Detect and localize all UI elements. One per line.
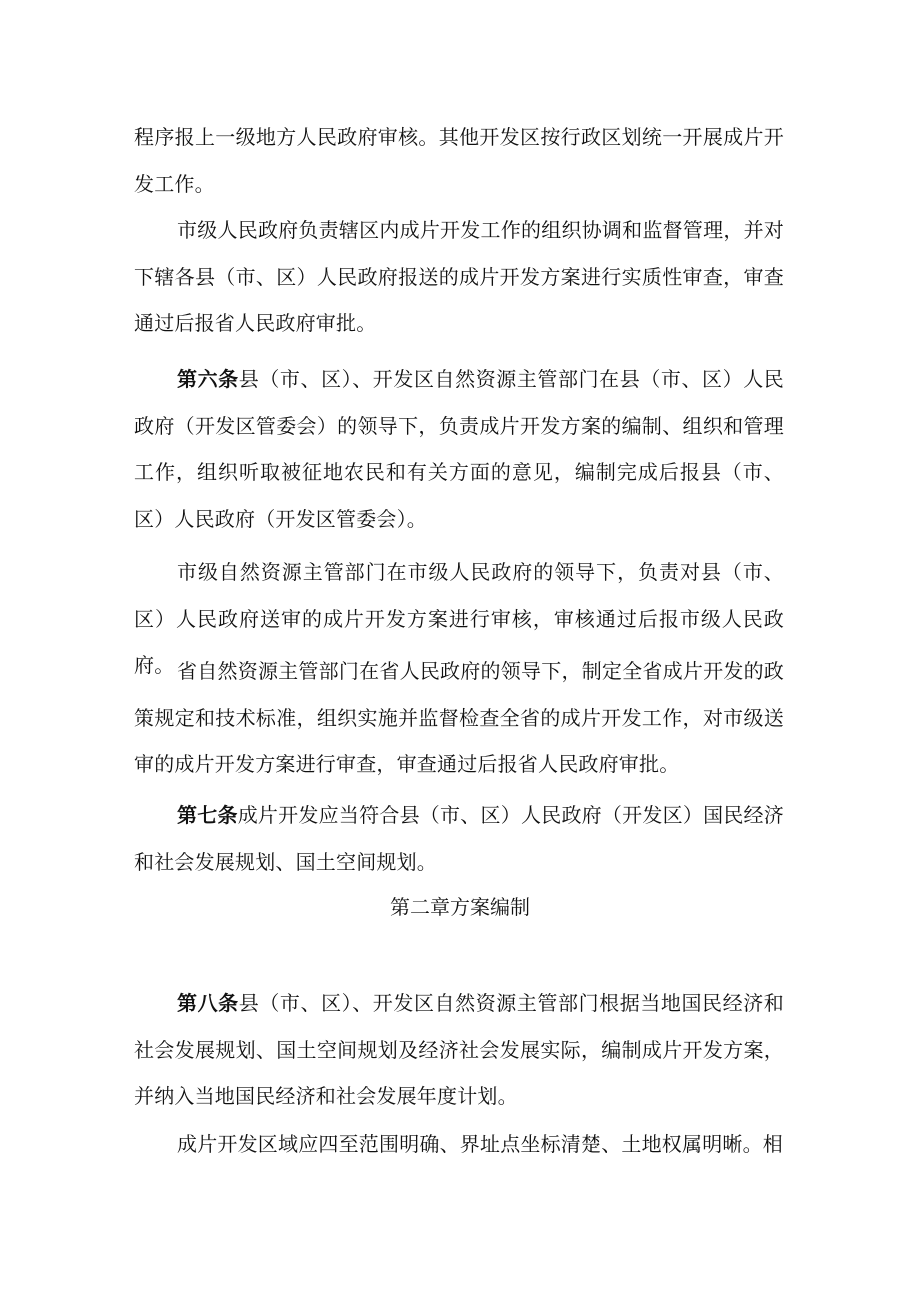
paragraph-city-government bbox=[134, 207, 784, 347]
article-label: 第六条 bbox=[177, 367, 239, 391]
article-6 bbox=[134, 356, 784, 542]
article-label: 第八条 bbox=[177, 991, 239, 1015]
paragraph-text: 成片开发区域应四至范围明确、界址点坐标清楚、土地权属明晰。相 bbox=[177, 1132, 783, 1156]
article-8 bbox=[134, 980, 784, 1120]
paragraph-boundary bbox=[134, 1121, 784, 1168]
article-label: 第七条 bbox=[177, 803, 238, 827]
paragraph-text: 市级自然资源主管部门在市级人民政府的领导下，负责对县（市、区）人民政府送审的成片开发方案进行审核，审核通过后报市级人民政府。 bbox=[134, 560, 784, 677]
chapter-heading: 第二章方案编制 bbox=[390, 895, 530, 919]
paragraph-text: 省自然资源主管部门在省人民政府的领导下，制定全省成片开发的政策规定和技术标准，组织实施并监督检查全省的成片开发工作，对市级送审的成片开发方案进行审查，审查通过后报省人民政府审批。 bbox=[134, 659, 784, 776]
paragraph-province-resources bbox=[134, 648, 784, 788]
paragraph-text: 市级人民政府负责辖区内成片开发工作的组织协调和监督管理，并对下辖各县（市、区）人民政府报送的成片开发方案进行实质性审查，审查通过后报省人民政府审批。 bbox=[134, 218, 784, 335]
article-text: 县（市、区）、开发区自然资源主管部门根据当地国民经济和社会发展规划、国土空间规划及经济社会发展实际，编制成片开发方案，并纳入当地国民经济和社会发展年度计划。 bbox=[134, 991, 784, 1108]
paragraph-text: 程序报上一级地方人民政府审核。其他开发区按行政区划统一开展成片开发工作。 bbox=[134, 125, 784, 196]
article-text: 县（市、区）、开发区自然资源主管部门在县（市、区）人民政府（开发区管委会）的领导下，负责成片开发方案的编制、组织和管理工作，组织听取被征地农民和有关方面的意见，编制完成后报县（市、区）人民政府（开发区管委会）。 bbox=[134, 367, 784, 531]
article-text: 成片开发应当符合县（市、区）人民政府（开发区）国民经济和社会发展规划、国土空间规划。 bbox=[134, 803, 784, 874]
article-7 bbox=[134, 792, 784, 885]
paragraph-continued bbox=[134, 114, 784, 207]
